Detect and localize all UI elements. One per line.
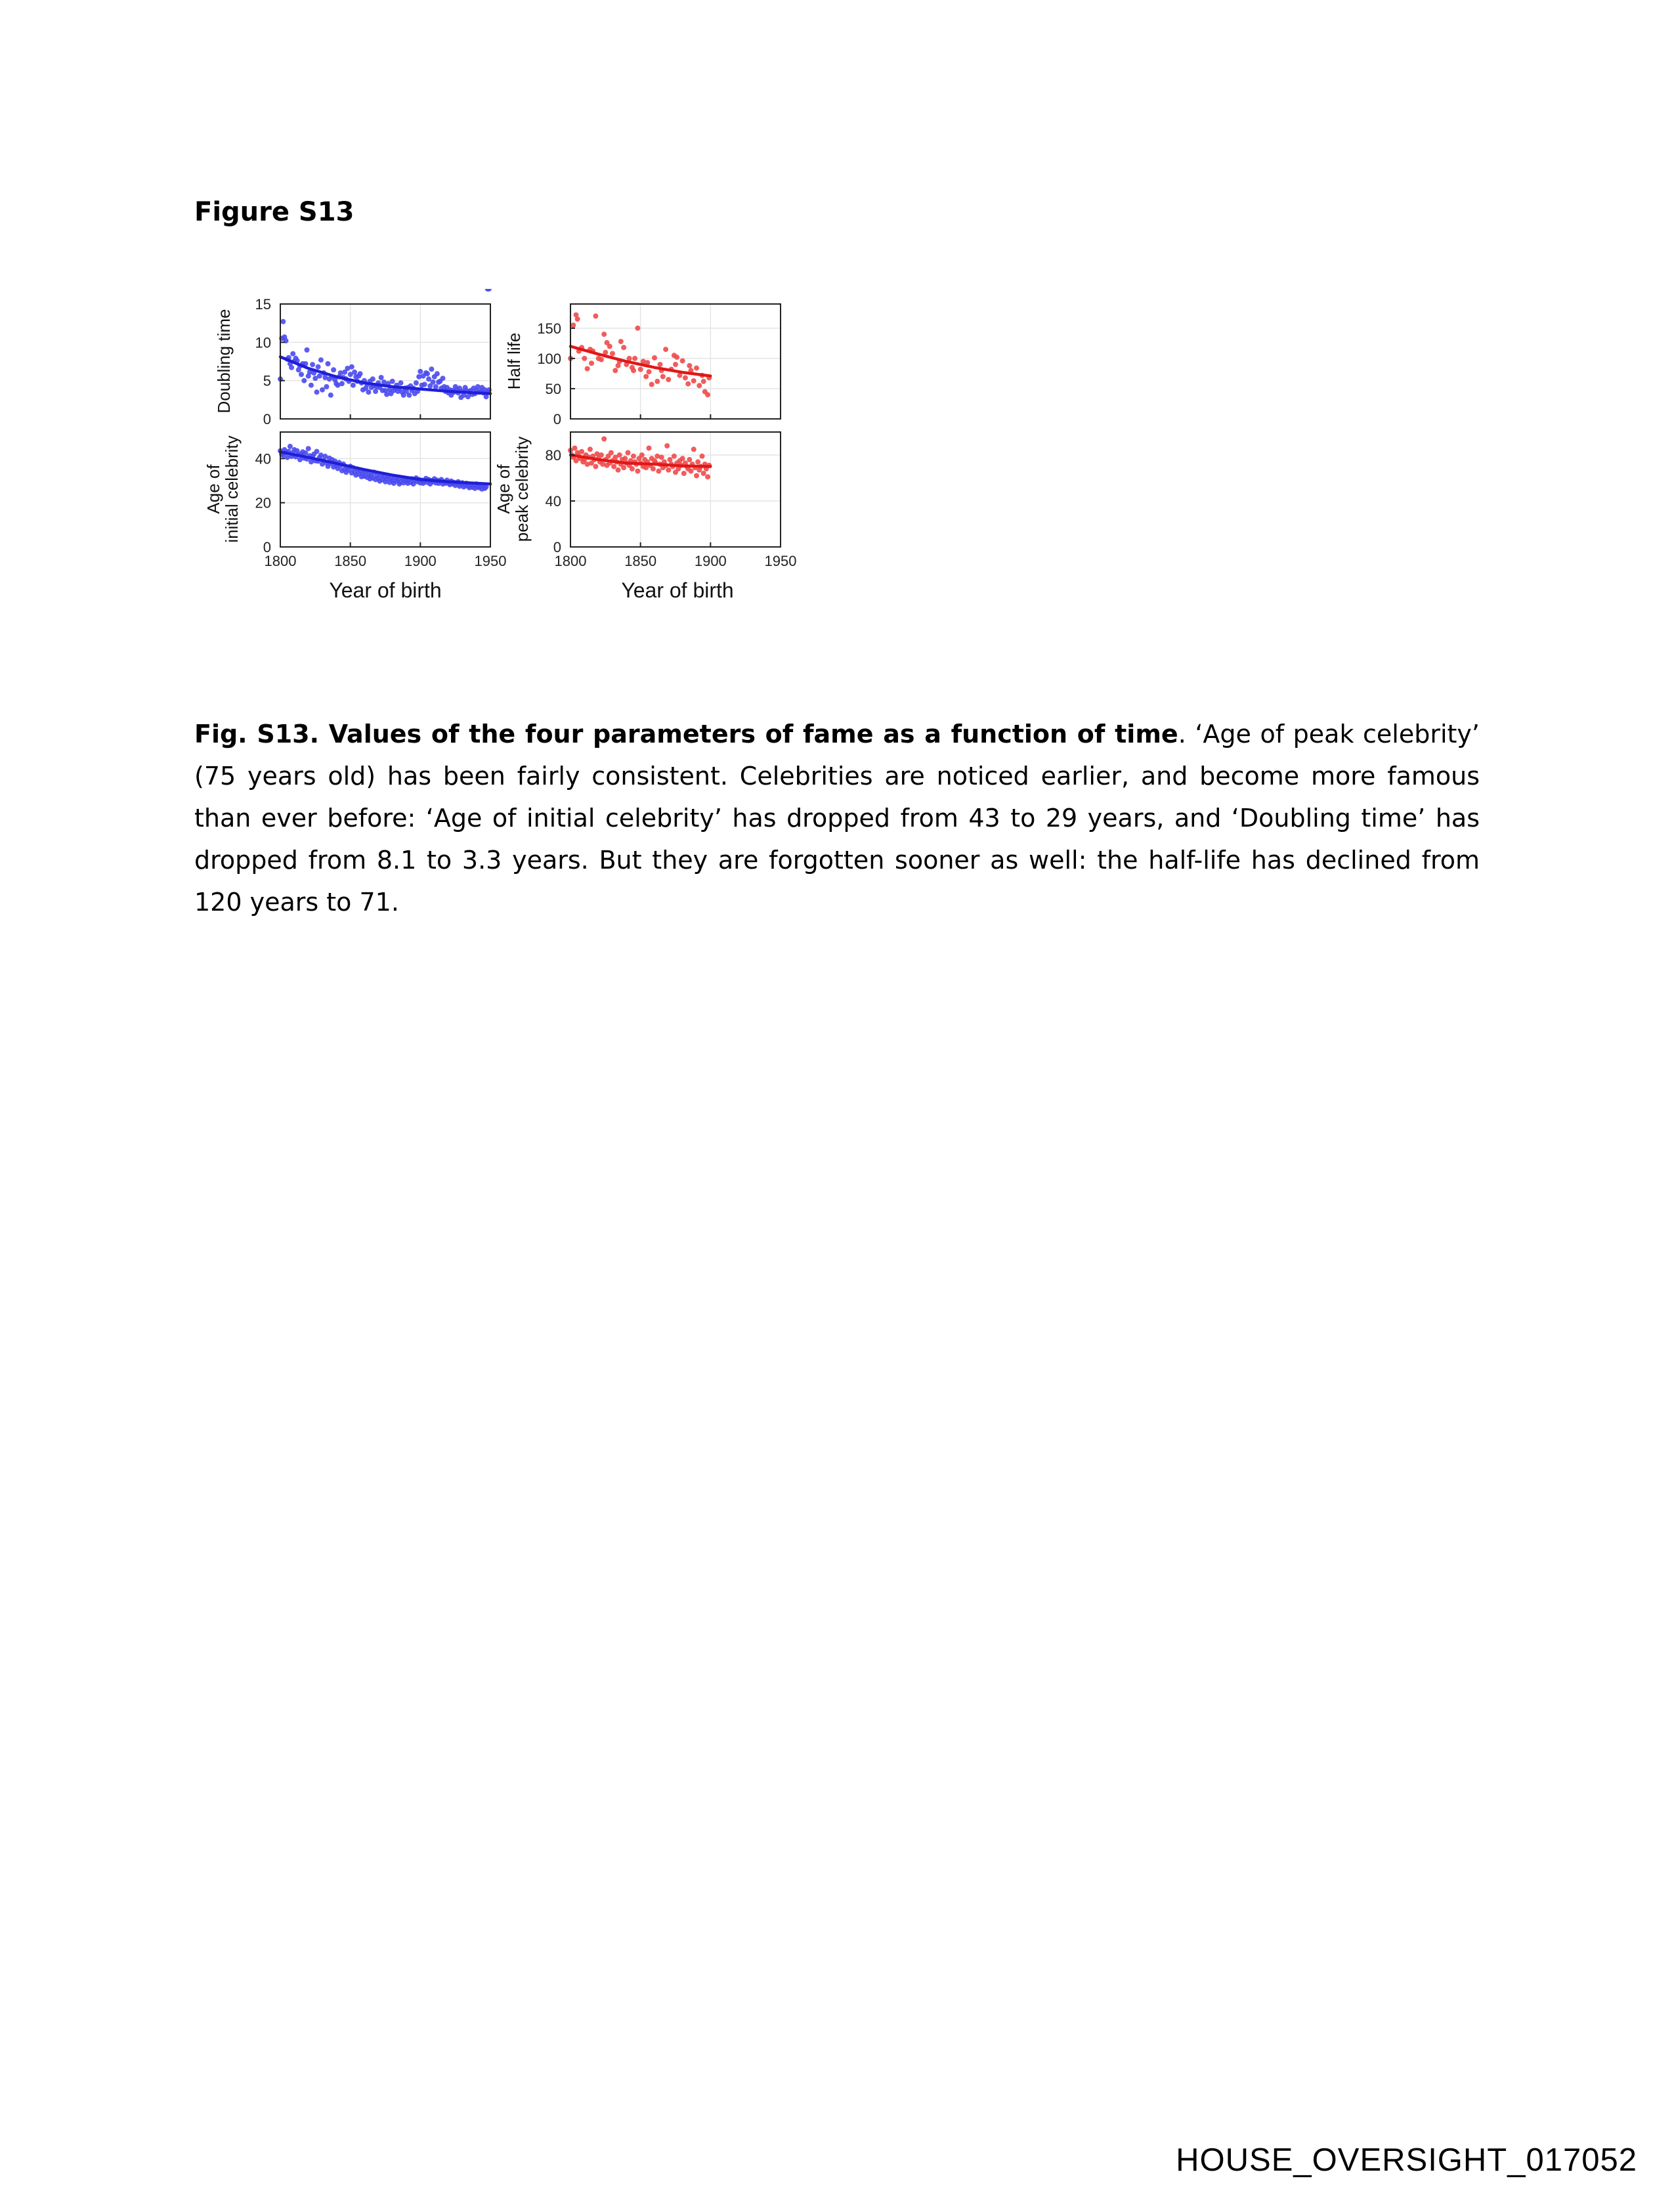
- peak-point: [621, 465, 626, 470]
- peak-point: [631, 454, 636, 459]
- doubling-ytick-label: 15: [255, 296, 271, 313]
- doubling-point: [358, 371, 363, 376]
- peak-point: [651, 466, 656, 471]
- halflife-point: [607, 344, 612, 349]
- peak-point: [622, 456, 628, 461]
- halflife-point: [652, 355, 657, 360]
- doubling-point: [425, 371, 430, 376]
- peak-point: [611, 464, 616, 469]
- halflife-point: [687, 363, 692, 368]
- doubling-point: [418, 369, 423, 374]
- halflife-ytick-label: 0: [553, 411, 561, 427]
- doubling-point: [317, 374, 322, 379]
- doubling-point: [379, 375, 384, 380]
- halflife-point: [701, 379, 706, 384]
- halflife-point: [663, 347, 668, 352]
- peak-xtick-label: 1950: [764, 553, 797, 569]
- halflife-point: [691, 378, 697, 383]
- caption-body: . ‘Age of peak celebrity’ (75 years old) has been fairly consistent. Celebrities are noticed earlier, and become more famous than ever before: ‘Age of initial celebrity’ has dropped from 43 to 29 years, and ‘Doubling time’ has dropped from 8.1 to 3.3 years. But they are forgotten sooner as well: the half-life has declined from 120 years to 71.: [194, 720, 1480, 917]
- doubling-point: [422, 382, 427, 387]
- peak-xtick-label: 1900: [694, 553, 727, 569]
- caption-lead: Fig. S13. Values of the four parameters of fame as a function of time: [194, 720, 1178, 748]
- peak-point: [680, 456, 685, 461]
- halflife-ytick-label: 150: [537, 320, 561, 337]
- doubling-point: [309, 383, 314, 388]
- doubling-frame: [280, 304, 490, 419]
- halflife-point: [610, 351, 615, 357]
- figure-heading: Figure S13: [194, 197, 354, 227]
- peak-point: [695, 460, 700, 465]
- peak-point: [588, 446, 593, 452]
- doubling-point: [290, 351, 295, 357]
- peak-point: [666, 467, 671, 473]
- peak-celebrity-panel: [546, 432, 797, 569]
- doubling-point: [301, 378, 307, 383]
- initial-frame: [280, 432, 490, 547]
- peak-ytick-label: 40: [545, 493, 561, 510]
- peak-point: [694, 473, 699, 479]
- halflife-point: [643, 374, 649, 380]
- doubling-point: [352, 370, 357, 375]
- doubling-point: [435, 371, 440, 376]
- halflife-ytick-label: 100: [537, 350, 561, 367]
- ylabel-half-life: Half life: [504, 332, 524, 390]
- peak-point: [626, 450, 631, 456]
- halflife-point: [685, 381, 691, 387]
- peak-point: [687, 457, 692, 462]
- halflife-ytick-label: 50: [545, 380, 561, 397]
- doubling-ytick-label: 0: [263, 411, 271, 427]
- initial-ytick-label: 0: [263, 539, 271, 555]
- halflife-point: [655, 379, 660, 384]
- peak-point: [668, 457, 673, 462]
- peak-point: [664, 443, 670, 448]
- peak-point: [593, 464, 598, 469]
- doubling-point: [314, 389, 320, 395]
- peak-xtick-label: 1850: [624, 553, 657, 569]
- doubling-point: [324, 384, 329, 389]
- halflife-point: [683, 375, 688, 380]
- halflife-point: [570, 322, 576, 328]
- peak-point: [691, 446, 697, 452]
- halflife-point: [649, 382, 655, 387]
- figure-caption: [194, 713, 1480, 923]
- initial-xtick-label: 1800: [264, 553, 297, 569]
- doubling-point: [390, 379, 395, 384]
- document-id: HOUSE_OVERSIGHT_017052: [1176, 2142, 1637, 2178]
- peak-point: [617, 452, 622, 458]
- doubling-ytick-label: 10: [255, 334, 271, 351]
- doubling-point: [320, 387, 325, 393]
- peak-xtick-label: 1800: [554, 553, 587, 569]
- peak-point: [609, 450, 614, 456]
- peak-point: [681, 471, 687, 476]
- halflife-point: [618, 339, 624, 344]
- peak-point: [647, 446, 652, 451]
- initial-celebrity-panel: [255, 289, 507, 569]
- doubling-point: [331, 367, 336, 372]
- halflife-point: [658, 362, 663, 367]
- initial-ytick-label: 20: [255, 494, 271, 511]
- peak-point: [601, 437, 607, 442]
- doubling-point: [349, 364, 354, 370]
- initial-xtick-label: 1900: [404, 553, 437, 569]
- halflife-point: [674, 355, 679, 360]
- halflife-point: [589, 360, 594, 366]
- ylabel-peak-celebrity: Age ofpeak celebrity: [494, 436, 532, 542]
- peak-ytick-label: 80: [545, 447, 561, 464]
- doubling-point: [398, 380, 404, 385]
- peak-point: [656, 469, 661, 474]
- doubling-point: [414, 380, 419, 385]
- initial-point: [306, 446, 311, 451]
- halflife-point: [582, 356, 587, 361]
- doubling-time-panel: [255, 296, 492, 427]
- halflife-point: [632, 356, 637, 361]
- peak-point: [689, 469, 694, 474]
- halflife-point: [705, 392, 710, 397]
- peak-frame: [570, 432, 781, 547]
- halflife-point: [631, 368, 636, 373]
- halflife-point: [666, 377, 671, 382]
- halflife-point: [601, 332, 607, 337]
- doubling-point: [351, 383, 356, 388]
- doubling-point: [373, 389, 378, 394]
- peak-point: [599, 452, 604, 458]
- doubling-point: [318, 357, 324, 362]
- doubling-point: [310, 362, 315, 367]
- doubling-point: [370, 376, 376, 381]
- peak-point: [672, 454, 677, 459]
- halflife-point: [694, 366, 699, 371]
- peak-point: [701, 471, 706, 476]
- doubling-point: [299, 372, 304, 377]
- halflife-point: [697, 383, 702, 388]
- peak-point: [572, 446, 577, 451]
- xlabel-left: Year of birth: [329, 578, 442, 602]
- doubling-point: [326, 361, 331, 366]
- doubling-point: [328, 393, 333, 398]
- peak-point: [579, 449, 584, 454]
- ylabel-doubling-time: Doubling time: [214, 309, 234, 414]
- doubling-point: [433, 384, 439, 389]
- halflife-point: [680, 358, 685, 364]
- doubling-ytick-label: 5: [263, 372, 271, 389]
- halflife-point: [621, 345, 626, 350]
- doubling-point: [316, 364, 321, 370]
- doubling-point: [305, 347, 310, 353]
- peak-point: [659, 455, 664, 460]
- peak-point: [639, 452, 645, 458]
- initial-ytick-label: 40: [255, 450, 271, 467]
- half-life-panel: [537, 304, 781, 427]
- halflife-point: [647, 369, 652, 374]
- peak-ytick-label: 0: [553, 539, 561, 555]
- doubling-point: [426, 376, 431, 381]
- doubling-point: [280, 319, 286, 324]
- halflife-point: [593, 313, 598, 318]
- doubling-point: [289, 365, 294, 370]
- ylabel-initial-celebrity: Age ofinitial celebrity: [204, 435, 242, 543]
- halflife-point: [599, 357, 604, 362]
- peak-point: [635, 469, 640, 474]
- doubling-point: [406, 393, 412, 398]
- initial-point: [288, 444, 293, 449]
- doubling-point: [339, 381, 345, 386]
- halflife-point: [612, 368, 618, 373]
- halflife-point: [635, 326, 640, 331]
- peak-point: [616, 467, 621, 473]
- doubling-point: [431, 380, 436, 385]
- doubling-point: [366, 389, 371, 395]
- halflife-point: [638, 367, 643, 372]
- doubling-point: [440, 376, 446, 381]
- peak-point: [700, 454, 705, 459]
- peak-point: [705, 474, 710, 479]
- doubling-point: [429, 366, 434, 372]
- initial-point: [314, 449, 320, 454]
- figure-panels: [197, 289, 853, 604]
- halflife-point: [585, 366, 590, 372]
- halflife-point: [673, 362, 678, 367]
- initial-xtick-label: 1950: [474, 553, 507, 569]
- initial-xtick-label: 1850: [334, 553, 367, 569]
- halflife-point: [575, 316, 580, 322]
- peak-point: [630, 466, 635, 471]
- halflife-point: [660, 374, 666, 380]
- xlabel-right: Year of birth: [621, 578, 734, 602]
